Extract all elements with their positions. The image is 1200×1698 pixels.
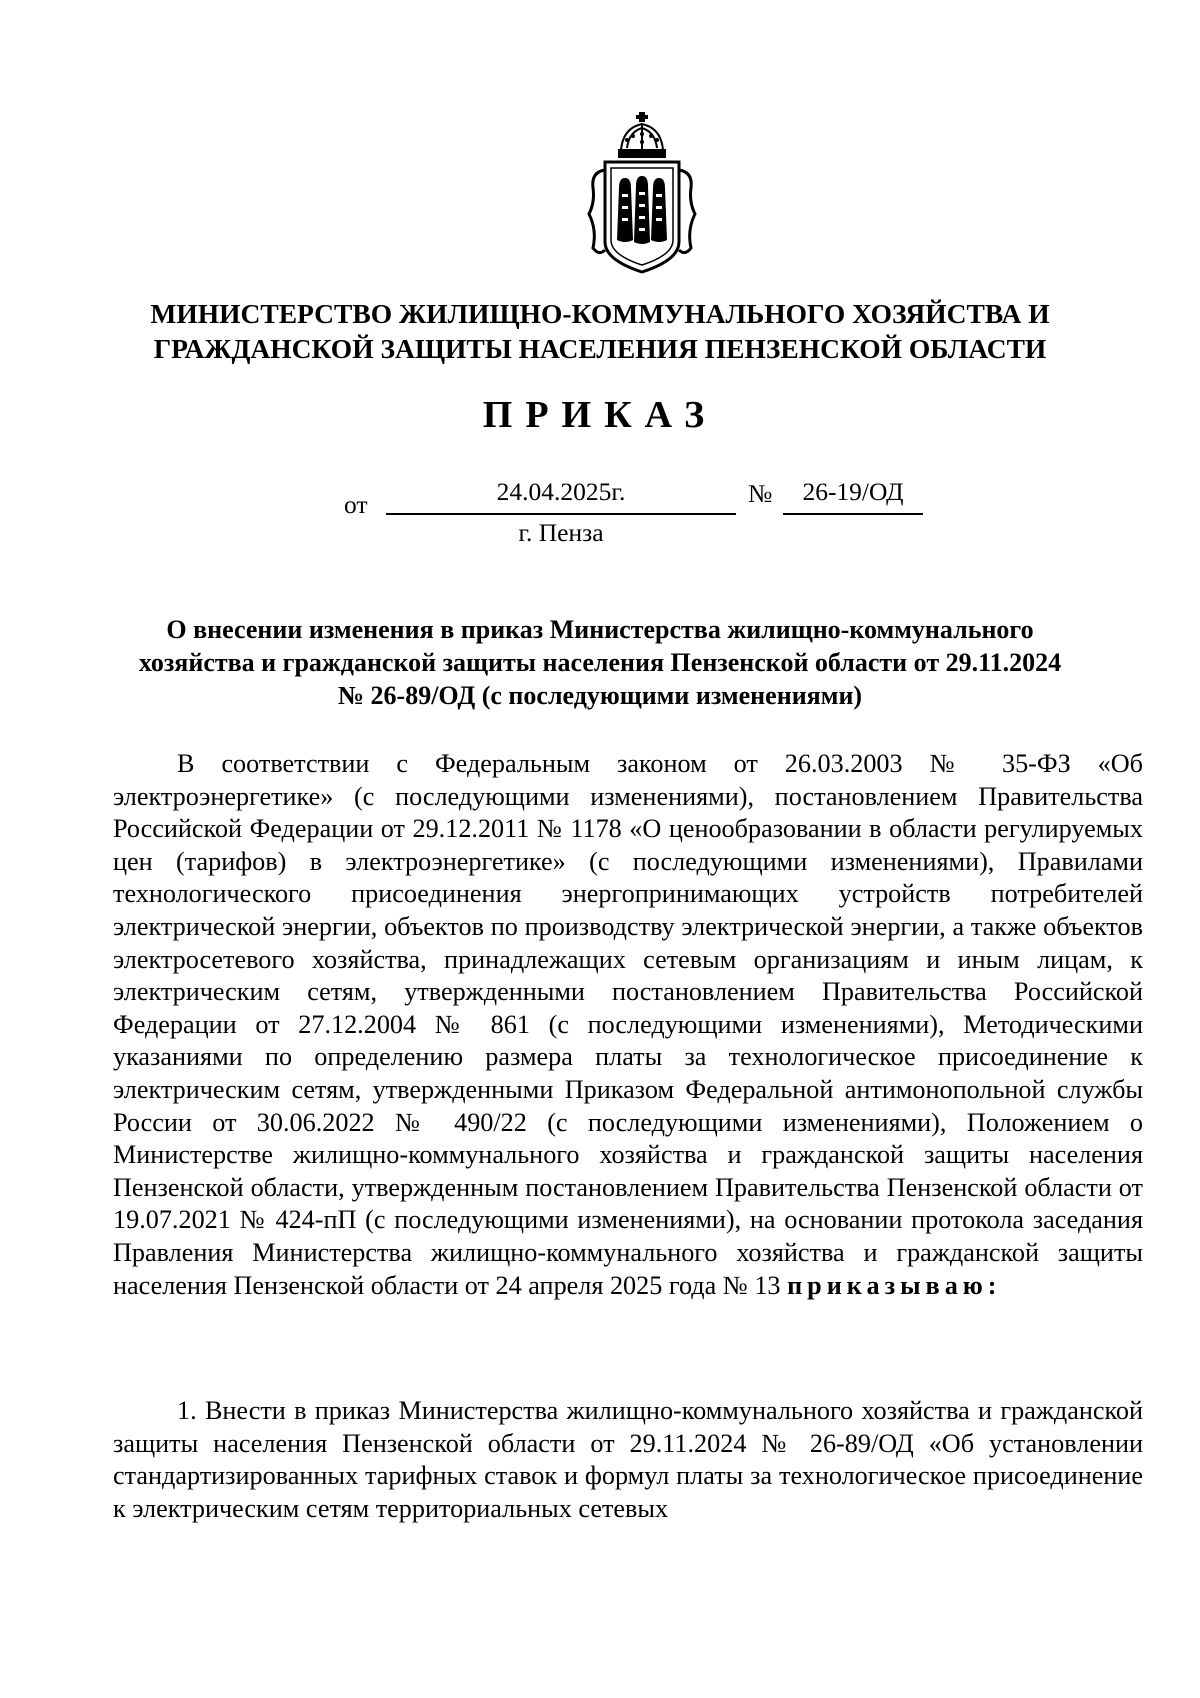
subject-line-1: О внесении изменения в приказ Министерства жилищно-коммунального bbox=[166, 615, 1034, 644]
ministry-name-line-2: ГРАЖДАНСКОЙ ЗАЩИТЫ НАСЕЛЕНИЯ ПЕНЗЕНСКОЙ ОБЛАСТИ bbox=[153, 333, 1047, 364]
preamble-paragraph bbox=[113, 748, 1143, 1302]
subject-line-3: № 26-89/ОД (с последующими изменениями) bbox=[337, 681, 863, 710]
document-date: 24.04.2025г. bbox=[386, 477, 736, 515]
ministry-name bbox=[100, 296, 1100, 366]
subject-line-2: хозяйства и гражданской защиты населения Пензенской области от 29.11.2024 bbox=[138, 648, 1062, 677]
decree-word: приказываю: bbox=[787, 1270, 1002, 1300]
preamble-text: В соответствии с Федеральным законом от 26.03.2003 № 35-ФЗ «Об электроэнергетике» (с последующими изменениями), постановлением Правительства Российской Федерации от 29.12.2011 № 1178 «О ценообразовании в области регулируемых цен (тарифов) в электроэнергетике» (с последующими изменениями), Правилами технологического присоединения энергопринимающих устройств потребителей электрической энергии, объектов по производству электрической энергии, а также объектов электросетевого хозяйства, принадлежащих сетевым организациям и иным лицам, к электрическим сетям, утвержденными постановлением Правительства Российской Федерации от 27.12.2004 № 861 (с последующими изменениями), Методическими указаниями по определению размера платы за технологическое присоединение к электрическим сетям, утвержденными Приказом Федеральной антимонопольной службы России от 30.06.2022 № 490/22 (с последующими изменениями), Положением о Министерстве жилищно-коммунального хозяйства и гражданской защиты населения Пензенской области, утвержденным постановлением Правительства Пензенской области от 19.07.2021 № 424-пП (с последующими изменениями), на основании протокола заседания Правления Министерства жилищно-коммунального хозяйства и гражданской защиты населения Пензенской области от 24 апреля 2025 года № 13 bbox=[113, 749, 1143, 1300]
document-city: г. Пенза bbox=[518, 518, 604, 547]
document-subject bbox=[110, 613, 1090, 712]
penza-oblast-coat-of-arms-icon bbox=[583, 110, 701, 278]
document-number: 26-19/ОД bbox=[783, 477, 923, 515]
document-type-title: ПРИКАЗ bbox=[482, 394, 718, 436]
item-1-paragraph: 1. Внести в приказ Министерства жилищно-коммунального хозяйства и гражданской защиты населения Пензенской области от 29.11.2024 № 26-89/ОД «Об установлении стандартизированных тарифных ставок и формул платы за технологическое присоединение к электрическим сетям территориальных сетевых bbox=[113, 1396, 1143, 1523]
number-label: № bbox=[748, 479, 773, 508]
ministry-name-line-1: МИНИСТЕРСТВО ЖИЛИЩНО-КОММУНАЛЬНОГО ХОЗЯЙСТВА И bbox=[150, 298, 1050, 329]
date-label: от bbox=[344, 490, 368, 519]
